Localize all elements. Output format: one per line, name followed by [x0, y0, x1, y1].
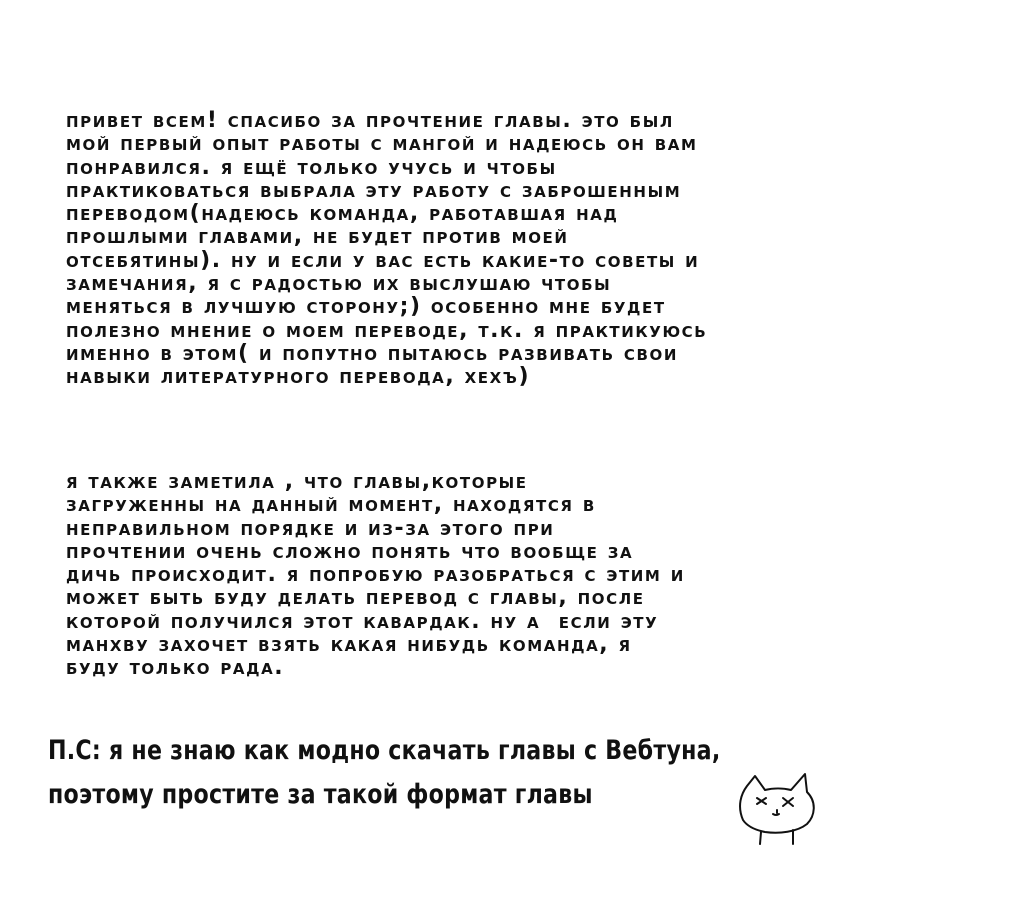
text-line: именно в этом( и попутно пытаюсь развивать свои [66, 340, 679, 366]
text-line: понравился. я ещё только учусь и чтобы [66, 154, 557, 180]
text-line: которой получился этот кавардак. ну а если эту [66, 608, 659, 634]
text-line: навыки литературного перевода, хехъ) [66, 364, 531, 390]
ps-line-1: П.С: я не знаю как модно скачать главы с Вебтуна, [48, 735, 721, 766]
text-line: мой первый опыт работы с мангой и надеюсь он вам [66, 131, 698, 157]
text-line: практиковаться выбрала эту работу с заброшенным [66, 177, 682, 203]
text-line: буду только рада. [66, 655, 285, 681]
text-line: привет всем! спасибо за прочтение главы. это был [66, 108, 674, 133]
text-line: прошлыми главами, не будет против моей [66, 224, 569, 250]
text-line: переводом(надеюсь команда, работавшая над [66, 201, 619, 227]
text-line: неправильном порядке и из-за этого при [66, 515, 555, 541]
ps-line-2: поэтому простите за такой формат главы [48, 779, 593, 810]
text-line: дичь происходит. я попробую разобраться с этим и [66, 562, 685, 588]
note-paragraph-2 [66, 470, 685, 680]
note-paragraph-1 [66, 109, 707, 389]
text-line: я также заметила , что главы,которые [66, 469, 528, 494]
text-line: полезно мнение о моем переводе, т.к. я практикуюсь [66, 317, 708, 343]
text-line: может быть буду делать перевод с главы, после [66, 585, 645, 611]
text-line: прочтении очень сложно понять что вообще за [66, 538, 634, 564]
cat-face-doodle-icon [733, 770, 823, 848]
text-line: меняться в лучшую сторону;) особенно мне будет [66, 294, 666, 320]
text-line: отсебятины). ну и если у вас есть какие-то советы и [66, 247, 700, 273]
text-line: манхву захочет взять какая нибудь команда, я [66, 632, 632, 658]
text-line: загруженны на данный момент, находятся в [66, 492, 596, 518]
text-line: замечания, я с радостью их выслушаю чтобы [66, 271, 612, 297]
